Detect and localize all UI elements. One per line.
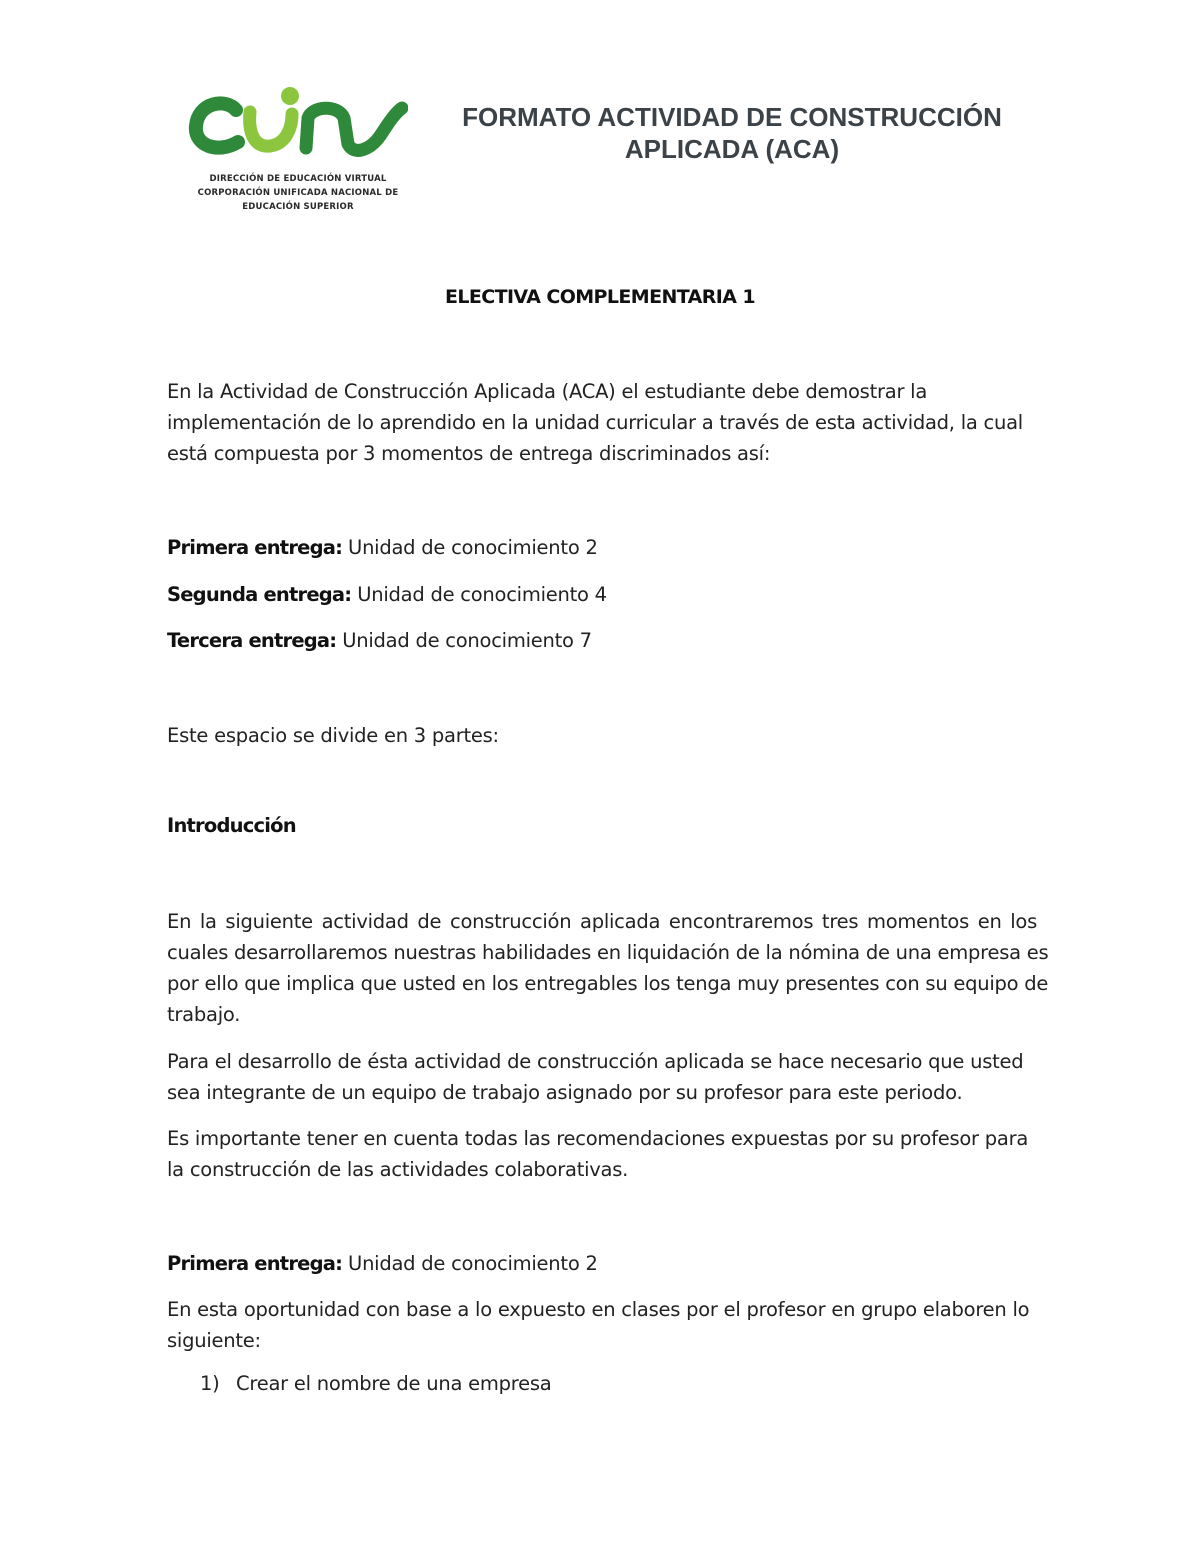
paragraph-line: En la siguiente actividad de construcción aplicada encontraremos tres momentos en los [167,910,1037,933]
paragraph-line: En esta oportunidad con base a lo expuesto en clases por el profesor en grupo elaboren lo [167,1298,1030,1321]
subject-title: ELECTIVA COMPLEMENTARIA 1 [444,286,755,308]
delivery-value: Unidad de conocimiento 2 [342,536,598,559]
delivery-label: Primera entrega: [167,536,343,559]
logo-caption-line: EDUCACIÓN SUPERIOR [242,202,354,212]
cun-wordmark-icon [188,84,408,164]
delivery-label: Primera entrega: [167,1252,343,1275]
paragraph-line: implementación de lo aprendido en la unidad curricular a través de esta actividad, la cual [167,411,1023,434]
paragraph-line: cuales desarrollaremos nuestras habilidades en liquidación de la nómina de una empresa es [167,941,1049,964]
paragraph-line: sea integrante de un equipo de trabajo asignado por su profesor para este periodo. [167,1081,963,1104]
logo-caption [188,172,408,214]
paragraph-line: Es importante tener en cuenta todas las recomendaciones expuestas por su profesor para [167,1127,1029,1150]
delivery-value: Unidad de conocimiento 4 [351,583,607,606]
section-heading: Introducción [167,814,296,837]
document-title-line: FORMATO ACTIVIDAD DE CONSTRUCCIÓN [462,102,1002,132]
paragraph-line: la construcción de las actividades colaborativas. [167,1158,629,1181]
paragraph-line: En la Actividad de Construcción Aplicada (ACA) el estudiante debe demostrar la [167,380,928,403]
paragraph-line: trabajo. [167,1003,241,1026]
delivery-item [167,625,1037,656]
intro-paragraph [167,376,1037,469]
first-delivery-heading [167,1248,1037,1279]
parts-text: Este espacio se divide en 3 partes: [167,724,499,747]
paragraph-line: siguiente: [167,1329,261,1352]
delivery-item [167,579,1037,610]
delivery-item [167,532,1037,563]
instructions-paragraph [167,1294,1037,1356]
document-title [432,101,1032,165]
logo-caption-line: CORPORACIÓN UNIFICADA NACIONAL DE [197,188,399,198]
section-paragraph [167,906,1049,1030]
list-item-number: 1) [200,1372,220,1395]
document-title-line: APLICADA (ACA) [624,134,840,164]
delivery-value: Unidad de conocimiento 2 [342,1252,598,1275]
paragraph-line: por ello que implica que usted en los entregables los tenga muy presentes con su equipo de [167,972,1049,995]
delivery-value: Unidad de conocimiento 7 [336,629,592,652]
list-item-text: Crear el nombre de una empresa [236,1372,552,1395]
logo-caption-line: DIRECCIÓN DE EDUCACIÓN VIRTUAL [209,174,387,184]
cun-logo [188,84,408,214]
paragraph-line: está compuesta por 3 momentos de entrega discriminados así: [167,442,771,465]
delivery-label: Segunda entrega: [167,583,352,606]
section-paragraph [167,1046,1037,1108]
delivery-label: Tercera entrega: [167,629,337,652]
paragraph-line: Para el desarrollo de ésta actividad de construcción aplicada se hace necesario que usted [167,1050,1024,1073]
section-paragraph [167,1123,1037,1185]
list-item [200,1372,551,1395]
